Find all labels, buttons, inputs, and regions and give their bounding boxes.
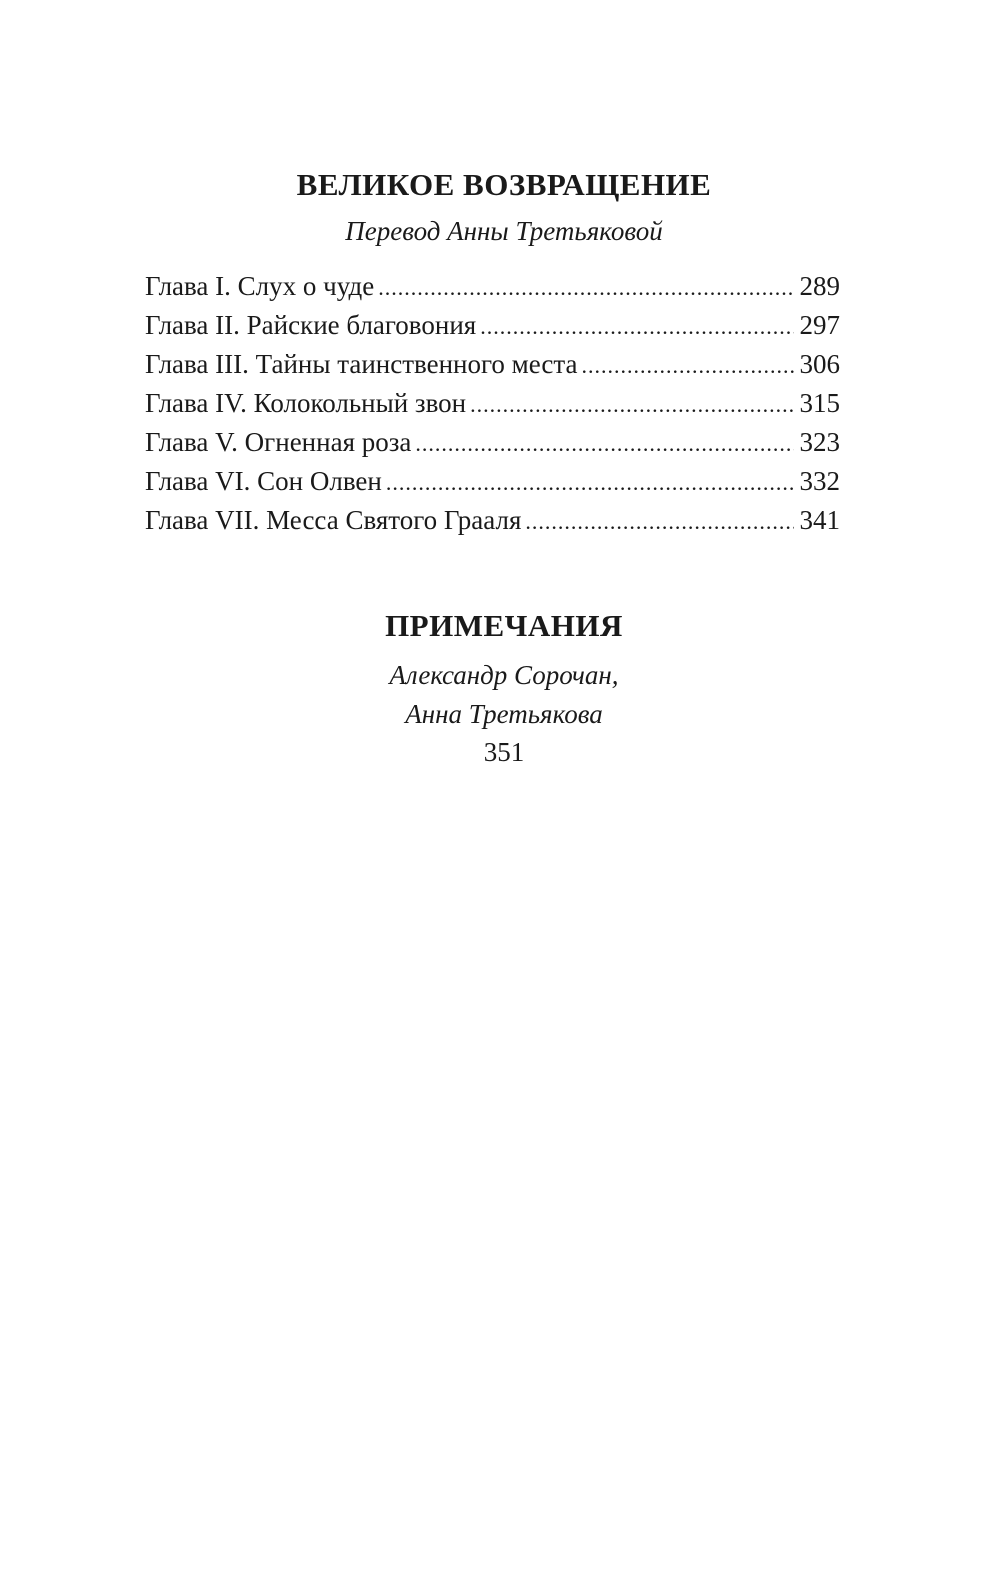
- toc-entry-page: 341: [799, 505, 840, 535]
- dot-leader: [415, 424, 793, 463]
- notes-author-line-1: Александр Сорочан,: [389, 660, 619, 690]
- toc-entry-label: Глава V. Огненная роза: [145, 427, 412, 457]
- dot-leader: [386, 463, 794, 502]
- toc-entry-label: Глава IV. Колокольный звон: [145, 388, 467, 418]
- table-of-contents: [145, 267, 840, 540]
- notes-page-number: 351: [483, 737, 525, 767]
- notes-title: ПРИМЕЧАНИЯ: [385, 608, 623, 643]
- toc-entry-label: Глава VII. Месса Святого Грааля: [145, 505, 522, 535]
- dot-leader: [582, 346, 794, 385]
- dot-leader: [480, 307, 793, 346]
- toc-entry-page: 332: [799, 466, 840, 496]
- toc-entry: [145, 345, 840, 384]
- toc-entry: [145, 384, 840, 423]
- dot-leader: [525, 502, 793, 541]
- section-subtitle: Перевод Анны Третьяковой: [345, 216, 663, 246]
- notes-author-line-2: Анна Третьякова: [405, 699, 603, 729]
- section-title: ВЕЛИКОЕ ВОЗВРАЩЕНИЕ: [296, 167, 712, 202]
- toc-entry-page: 297: [799, 310, 840, 340]
- toc-entry-label: Глава III. Тайны таинственного места: [145, 349, 578, 379]
- toc-entry-page: 323: [799, 427, 840, 457]
- toc-entry: [145, 462, 840, 501]
- toc-entry: [145, 267, 840, 306]
- toc-entry-label: Глава II. Райские благовония: [145, 310, 477, 340]
- toc-entry-label: Глава VI. Сон Олвен: [145, 466, 382, 496]
- toc-entry-page: 289: [799, 271, 840, 301]
- toc-entry-page: 306: [799, 349, 840, 379]
- toc-entry-page: 315: [799, 388, 840, 418]
- dot-leader: [470, 385, 793, 424]
- toc-entry: [145, 423, 840, 462]
- toc-entry: [145, 306, 840, 345]
- dot-leader: [378, 268, 793, 307]
- toc-entry-label: Глава I. Слух о чуде: [145, 271, 375, 301]
- toc-entry: [145, 501, 840, 540]
